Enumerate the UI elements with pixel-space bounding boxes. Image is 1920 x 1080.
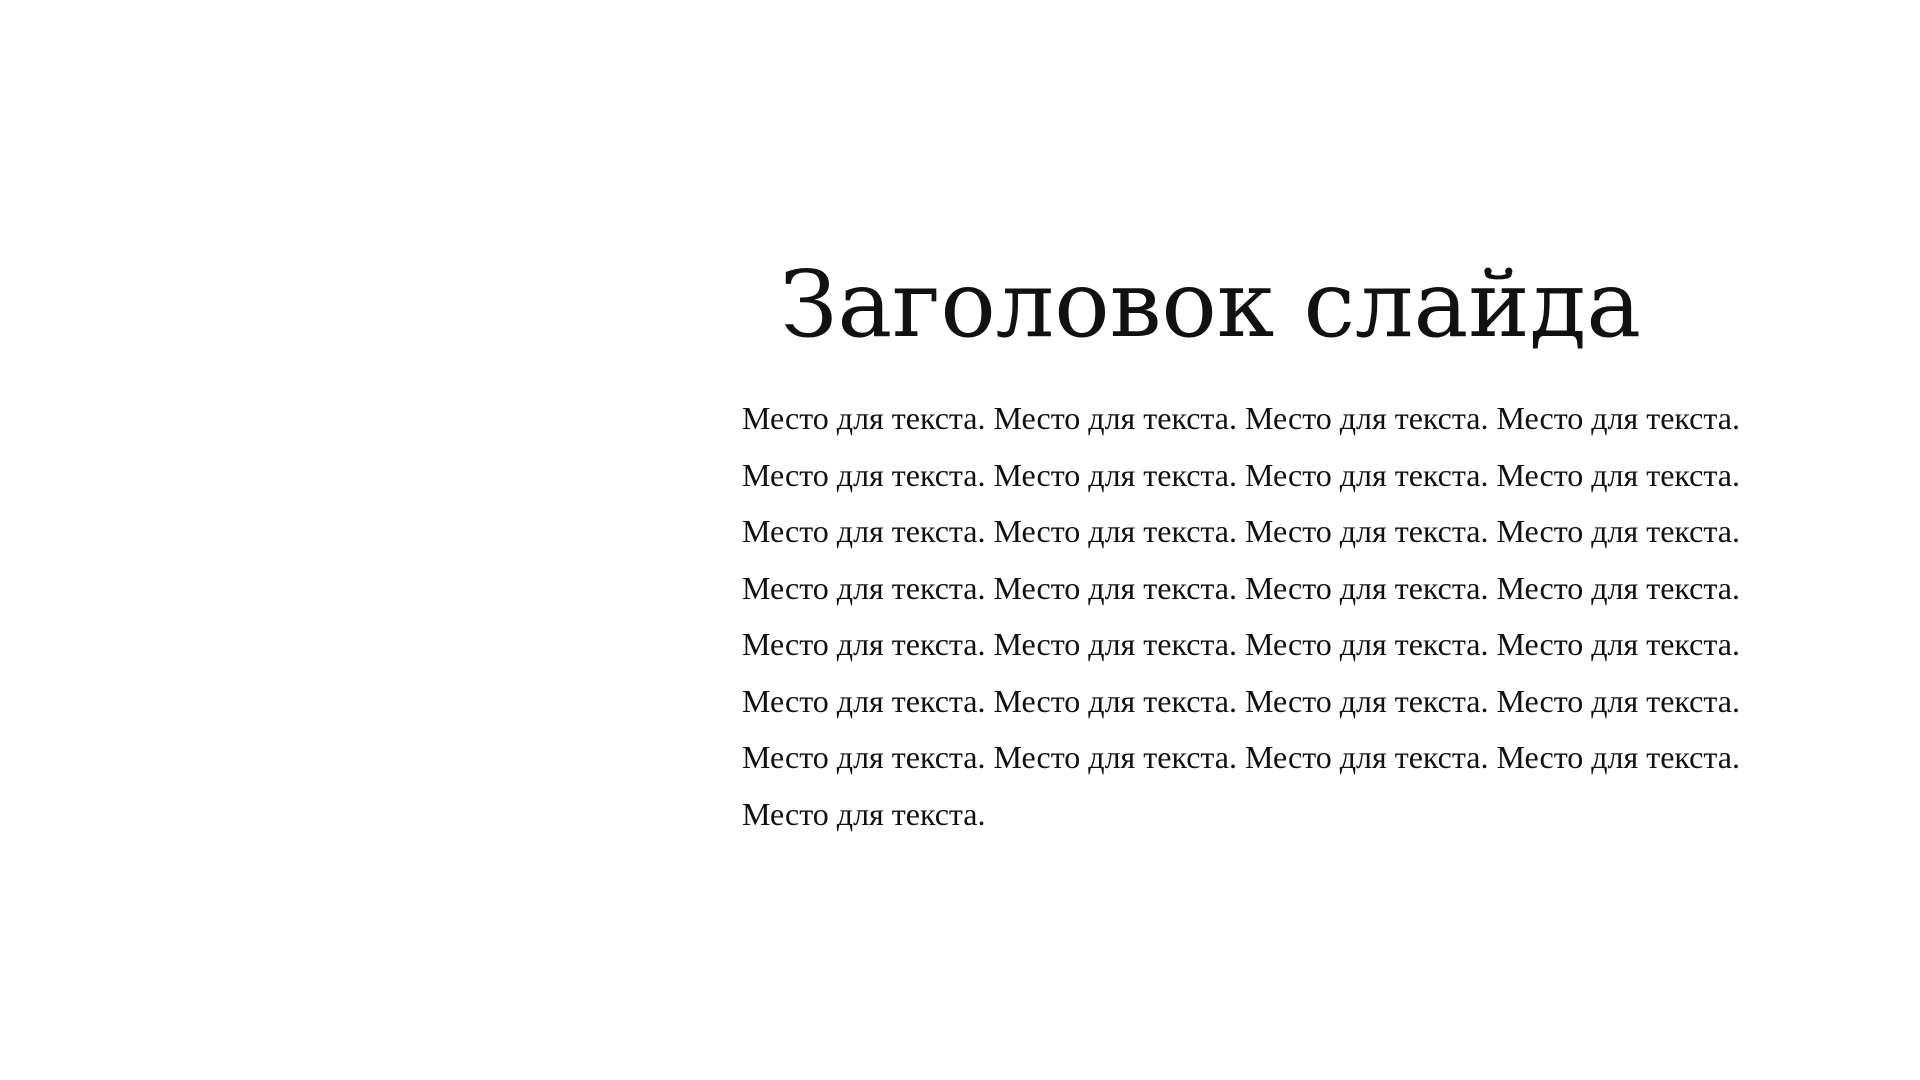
slide-body-text: Место для текста. Место для текста. Место для текста. Место для текста. Место для текста. Место для текста. Место для текста. Место для текста. Место для текста. Место для текста. Место для текста. Место для текста. Место для текста. Место для текста. Место для текста. Место для текста. Место для текста. Место для текста. Место для текста. Место для текста. Место для текста. Место для текста. Место для текста. Место для текста. Место для текста. Место для текста. Место для текста. Место для текста. Место для текста.: [742, 400, 1740, 832]
slide-title: Заголовок слайда: [780, 251, 1642, 358]
